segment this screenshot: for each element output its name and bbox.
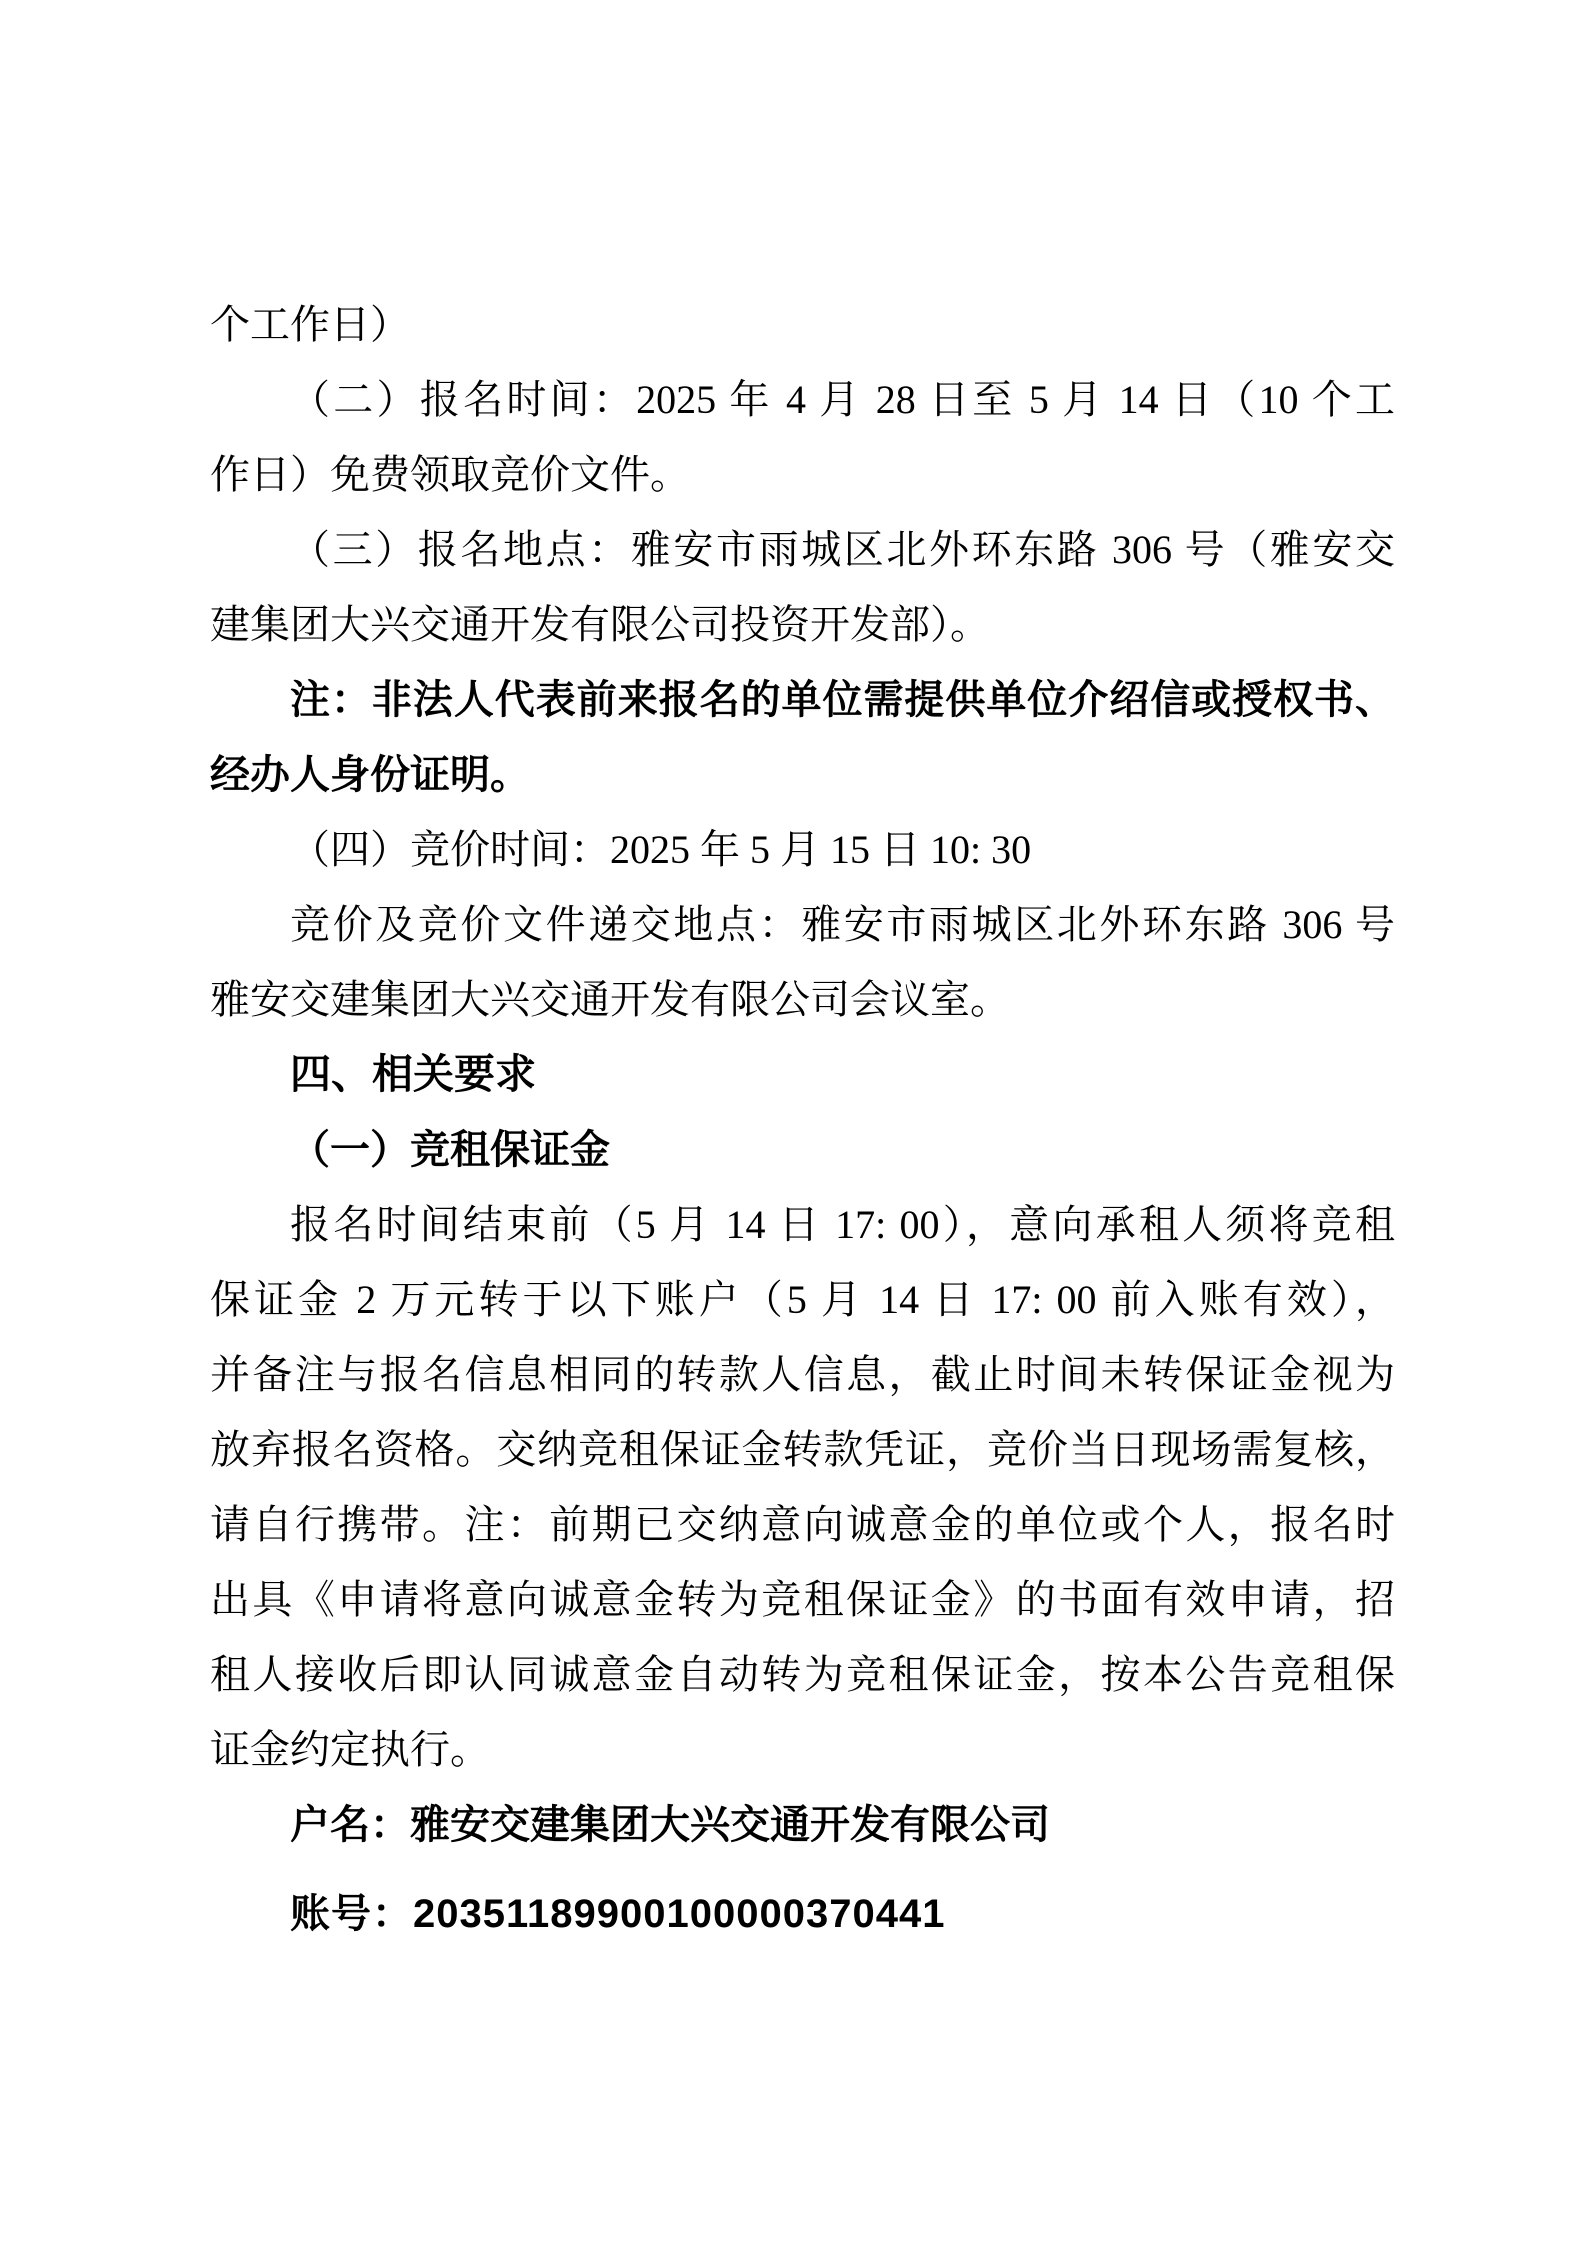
deposit-paragraph-line-5: 请自行携带。注：前期已交纳意向诚意金的单位或个人，报名时: [210, 1502, 1395, 1547]
agent-note-line-1: 注：非法人代表前来报名的单位需提供单位介绍信或授权书、: [290, 677, 1395, 722]
deposit-paragraph-line-3: 并备注与报名信息相同的转款人信息，截止时间未转保证金视为: [210, 1352, 1395, 1397]
registration-time-line-2: 作日）免费领取竞价文件。: [210, 452, 690, 497]
deposit-paragraph-line-6: 出具《申请将意向诚意金转为竞租保证金》的书面有效申请，招: [210, 1577, 1395, 1622]
deposit-paragraph-line-4: 放弃报名资格。交纳竞租保证金转款凭证，竞价当日现场需复核，: [210, 1427, 1395, 1472]
deposit-paragraph-line-1: 报名时间结束前（5 月 14 日 17: 00），意向承租人须将竞租: [290, 1202, 1395, 1247]
bidding-address-line-2: 雅安交建集团大兴交通开发有限公司会议室。: [210, 977, 1010, 1022]
registration-address-line-2: 建集团大兴交通开发有限公司投资开发部）。: [210, 602, 990, 647]
deposit-paragraph-line-8: 证金约定执行。: [210, 1727, 490, 1772]
registration-time-line-1: （二）报名时间：2025 年 4 月 28 日至 5 月 14 日（10 个工: [290, 377, 1395, 422]
registration-address-line-1: （三）报名地点：雅安市雨城区北外环东路 306 号（雅安交: [290, 527, 1395, 572]
account-holder-line: 户名：雅安交建集团大兴交通开发有限公司: [290, 1802, 1050, 1847]
subsection-heading-bid-deposit: （一）竞租保证金: [290, 1127, 610, 1172]
agent-note-line-2: 经办人身份证明。: [210, 752, 530, 797]
deposit-paragraph-line-2: 保证金 2 万元转于以下账户（5 月 14 日 17: 00 前入账有效），: [210, 1277, 1395, 1322]
section-heading-related-requirements: 四、相关要求: [290, 1051, 536, 1097]
bidding-address-line-1: 竞价及竞价文件递交地点：雅安市雨城区北外环东路 306 号: [290, 902, 1395, 947]
account-number-line: 账号：20351189900100000370441: [290, 1892, 946, 1936]
continuation-line-work-days: 个工作日）: [210, 302, 410, 347]
bidding-time-line: （四）竞价时间：2025 年 5 月 15 日 10: 30: [290, 827, 1032, 872]
deposit-paragraph-line-7: 租人接收后即认同诚意金自动转为竞租保证金，按本公告竞租保: [210, 1652, 1395, 1697]
